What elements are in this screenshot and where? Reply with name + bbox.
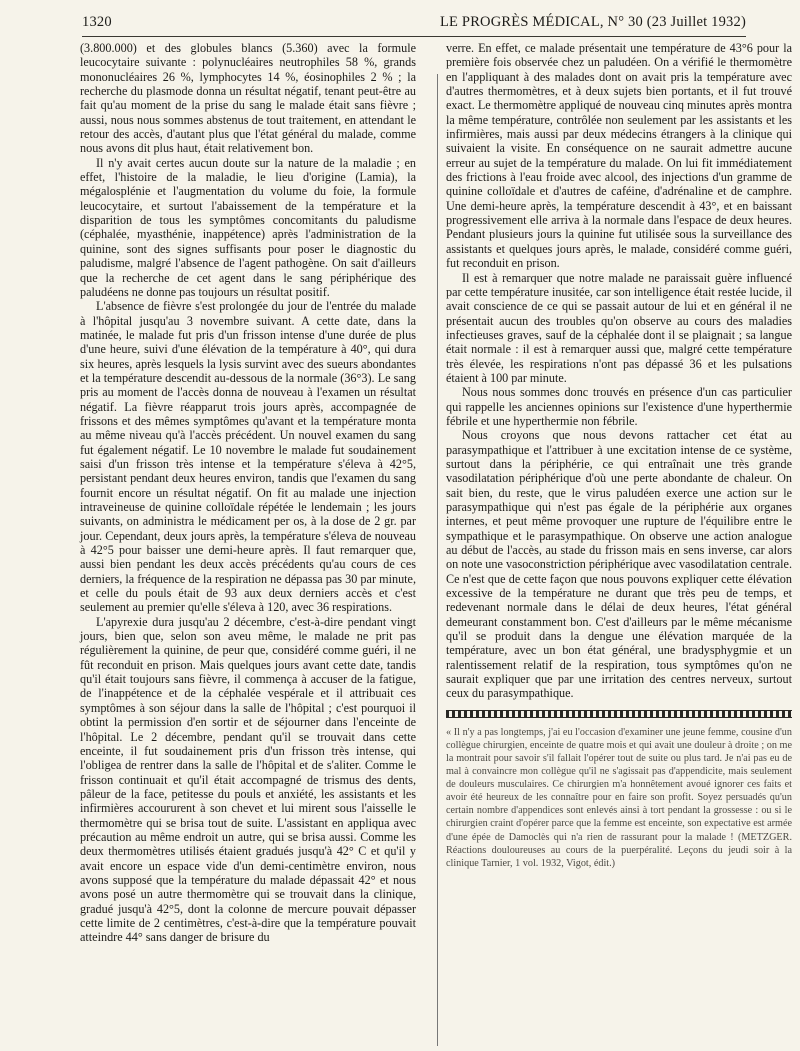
left-column: [80, 41, 416, 945]
footnote-box: « Il n'y a pas longtemps, j'ai eu l'occasion d'examiner une jeune femme, cousine d'un collègue chirurgien, enceinte de quatre mois et qui avait une douleur à droite ; on me la montrait pour savoir s'il fallait l'opérer tout de suite ou plus tard. Je n'ai pas eu de mal à convaincre mon collègue qu'il ne s'agissait pas d'appendicite, mais seulement de douleurs musculaires. Ce chirurgien m'a honnêtement avoué ignorer ces faits et avoir été heureux de les connaître pour en faire son profit. Soyez persuadés qu'un certain nombre d'appendices sont enlevés ainsi à tort pendant la grossesse : ou si le chirurgien craint d'opérer parce que la femme est enceinte, son expectative est armée d'une épée de Damoclès qui n'a rien de rassurant pour la malade ! (METZGER. Réactions douloureuses au cours de la puerpéralité. Leçons du jeudi soir à la clinique Tarnier, 1 vol. 1932, Vigot, édit.): [446, 726, 792, 869]
paragraph: L'absence de fièvre s'est prolongée du jour de l'entrée du malade à l'hôpital jusqu'au 3 novembre suivant. A cette date, dans la matinée, le malade fut pris d'un frisson intense d'une durée de plus d'une heure, suivi d'une élévation de la température à 40°, qui dura six heures, après lesquels la lysis survint avec des sueurs abondantes et la température descendit au-dessous de la normale (36°3). Le sang pris au moment de l'accès donna de nouveau à l'examen un résultat négatif. La fièvre réapparut trois jours après, accompagnée de frissons et des mêmes symptômes qu'avant et la température monta au même niveau qu'à l'accès précédent. Un nouvel examen du sang fut également négatif. Le 10 novembre le malade fut soudainement saisi d'un frisson très intense et la température s'éleva à 42°5, persistant pendant deux heures environ, tandis que l'examen du sang fournit encore un résultat négatif. On fit au malade une injection intraveineuse de quinine colloïdale répétée le lendemain ; les jours suivants, on administra le médicament per os, à la dose de 2 gr. par jour. Cependant, deux jours après, la température s'éleva de nouveau à 42°5 pour baisser une demi-heure après. Il faut remarquer que, aussi bien pendant les deux accès précédents qu'au cours de ces derniers, la fréquence de la respiration ne dépassa pas 30 par minute, et celle du pouls était de 93 aux deux derniers accès et c'est seulement au premier qu'elle s'éleva à 120, avec 36 respirations.: [80, 299, 416, 615]
column-divider: [437, 74, 438, 1046]
page-number: 1320: [82, 14, 112, 30]
header-rule: [82, 36, 746, 37]
paragraph: Nous nous sommes donc trouvés en présence d'un cas particulier qui rappelle les anciennes opinions sur l'existence d'une hyperthermie fébrile et une hyperthermie non fébrile.: [446, 385, 792, 428]
right-column: [446, 41, 792, 870]
paragraph: verre. En effet, ce malade présentait une température de 43°6 pour la première fois observée chez un paludéen. On a vérifié le thermomètre en l'appliquant à des malades dont on avait pris la température avec d'autres thermomètres, et à deux sujets bien portants, et il fut trouvé exact. Le thermomètre appliqué de nouveau cinq minutes après montra la même température, contrôlée non seulement par les assistants et les infirmières, mais aussi par deux médecins étrangers à la clinique qui suivaient la visite. En conséquence on ne saurait admettre aucune erreur au sujet de la température du malade. On lui fit immédiatement des frictions à l'eau froide avec alcool, des injections d'un gramme de quinine colloïdale et d'autres de caféine, d'adrénaline et de camphre. Une demi-heure après, la température descendit à 43°, et en baissant progressivement elle arriva à la normale dans l'espace de deux heures. Pendant plusieurs jours la quinine fut utilisée sous la surveillance des assistants et quelques jours après, le malade, considéré comme guéri, fut reconduit en prison.: [446, 41, 792, 271]
running-title: LE PROGRÈS MÉDICAL, N° 30 (23 Juillet 1932): [439, 14, 746, 30]
paragraph: Nous croyons que nous devons rattacher cet état au parasympathique et l'attribuer à une excitation intense de ce système, surtout dans la périphérie, ce qui entraînait une très grande vasodilatation périphérique d'où une perte abondante de chaleur. On sait bien, du reste, que le virus paludéen exerce une action sur le parasympathique qui n'est pas égale de la périphérie aux organes internes, et peut même provoquer une rupture de l'équilibre entre le sympathique et le parasympathique. On observe une action analogue au début de l'accès, au stade du frisson mais en sens inverse, car alors on note une vasoconstriction périphérique avec vasodilatation centrale. Ce n'est que de cette façon que nous pouvons expliquer cette élévation excessive de la température ne durant que très peu de temps, et redevenant normale dans le délai de deux heures, l'état général demeurant constamment bon. C'est d'ailleurs par le même mécanisme qu'il se produit dans la dengue une élévation marquée de la température, avec un bon état général, une bradysphygmie et un ralentissement relatif de la respiration, tous symptômes qu'on ne saurait expliquer que par une irritation des centres nerveux, surtout ceux du parasympathique.: [446, 428, 792, 701]
paragraph: Il est à remarquer que notre malade ne paraissait guère influencé par cette température inusitée, car son intelligence était restée lucide, il avait conscience de ce qui se passait autour de lui et en général il ne présentait aucun des troubles qu'on observe au cours des maladies infectieuses graves, sauf de la céphalée dont il se plaignait ; sa langue était normale : il est à remarquer aussi que, malgré cette température très élevée, les respirations n'ont pas dépassé 36 et les pulsations étaient à 100 par minute.: [446, 270, 792, 385]
paragraph: (3.800.000) et des globules blancs (5.360) avec la formule leucocytaire suivante : polynucléaires neutrophiles 58 %, grands mononucléaires 26 %, lymphocytes 14 %, éosinophiles 2 % ; la recherche du plasmode donna un résultat négatif, tenant peut-être au fait qu'au moment de la prise du sang le malade était sans fièvre ; aussi, nous nous sommes abstenus de tout traitement, en attendant le retour des accès, d'autant plus que l'état général du malade, comme nous avons dit plus haut, était relativement bon.: [80, 41, 416, 156]
running-header: [82, 14, 746, 36]
ornamental-divider: [446, 710, 792, 718]
paragraph: L'apyrexie dura jusqu'au 2 décembre, c'est-à-dire pendant vingt jours, bien que, selon son aveu même, le malade ne prit pas régulièrement la quinine, de peur que, considéré comme guéri, il ne fût reconduit en prison. Mais quelques jours avant cette date, tandis qu'il était toujours sans fièvre, il commença à accuser de la fatigue, de l'inappétence et de la céphalée vespérale et il attribuait ces symptômes à son séjour dans la salle de l'hôpital ; c'est pourquoi il obtint la permission d'en sortir et de séjourner dans l'enceinte de l'hôpital. Le 2 décembre, pendant qu'il se trouvait dans cette enceinte, il fut soudainement pris d'un frisson très intense, qui l'obligea de rentrer dans la salle de l'hôpital et de s'aliter. Comme le frisson continuait et qu'il était accompagné de trismus des dents, pâleur de la face, petitesse du pouls et anxiété, les assistants et les infirmières accoururent à son chevet et lui mirent sous l'aisselle le thermomètre qui se brisa tout de suite. L'assistant en appliqua avec précaution au même endroit un autre, qui se brisa aussi. Comme les deux thermomètres utilisés étaient gradués jusqu'à 42° C et qu'il y avait encore un espace vide d'un demi-centimètre environ, nous avons supposé que la température du malade dépassait 42° et nous avons posé un autre thermomètre qui se trouvait dans la clinique, gradué jusqu'à 42°5, dont la colonne de mercure pouvait dépasser cette limite de 2 centimètres, c'est-à-dire que la température pouvait atteindre 44° sans danger de brisure du: [80, 614, 416, 945]
paragraph: Il n'y avait certes aucun doute sur la nature de la maladie ; en effet, l'histoire de la maladie, le lieu d'origine (Lamia), la mégalosplénie et l'augmentation du volume du foie, la formule leucocytaire, et surtout l'abaissement de la température et la disparition de tous les symptômes concomitants du paludisme (céphalée, myasthénie, inappétence) après l'administration de la quinine, sont des signes suffisants pour poser le diagnostic du paludisme, malgré l'absence de l'agent pathogène. On sait d'ailleurs que la recherche de cet agent dans le sang périphérique des paludéens ne donne pas toujours un résultat positif.: [80, 155, 416, 299]
